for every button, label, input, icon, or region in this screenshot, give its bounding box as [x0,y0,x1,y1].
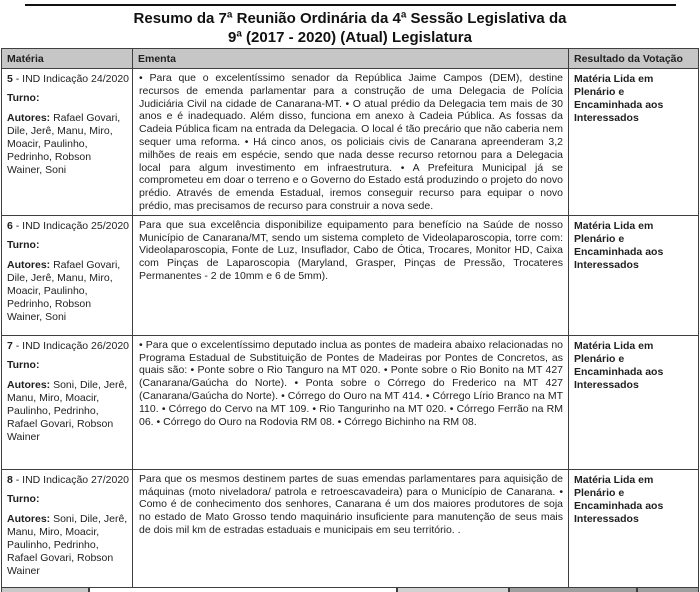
table-row [2,215,699,335]
resultado-text: Matéria Lida em Plenário e Encaminhada aos Interessados [574,219,664,271]
column-header-materia: Matéria [2,49,133,69]
session-summary-table [1,48,699,592]
page-title-line2: 9ª (2017 - 2020) (Atual) Legislatura [228,29,472,46]
next-table-cutoff [0,586,700,592]
page-title-line1: Resumo da 7ª Reunião Ordinária da 4ª Sessão Legislativa da [133,10,567,27]
resultado-text: Matéria Lida em Plenário e Encaminhada aos Interessados [574,473,664,525]
turno-label: Turno: [7,238,40,251]
materia-id: 5 - IND Indicação 24/2020 [7,73,129,85]
ementa-text: Para que os mesmos destinem partes de suas emendas parlamentares para aquisição de máquinas (moto niveladora/ patrola e retroescavadeira) para o Município de Canarana. • Como é de conhecimento dos senhores, Canarana é um dos maiores produtores de soja no estado de Mato Grosso tendo maquinário insuficiente para manutenção de seus mais de dois mil km de estradas estaduais e municipais em seu território. . [139,472,563,536]
table-body [2,69,699,592]
ementa-cell [133,335,569,469]
resultado-text: Matéria Lida em Plenário e Encaminhada aos Interessados [574,73,664,124]
resultado-text: Matéria Lida em Plenário e Encaminhada aos Interessados [574,339,664,391]
turno-label: Turno: [7,358,40,371]
resultado-cell [569,469,699,592]
page-title [0,0,700,47]
autores-text: Autores: Rafael Govari, Dile, Jerê, Manu, Miro, Moacir, Paulinho, Pedrinho, Robson Wainer, Soni [7,112,121,176]
autores-label: Autores: [7,378,51,391]
turno-label: Turno: [7,492,40,505]
materia-id: 8 - IND Indicação 27/2020 [7,473,129,486]
materia-cell [2,69,133,216]
title-divider [25,4,676,6]
table-row [2,469,699,592]
next-table-cell-edge [397,587,509,592]
resultado-cell [569,69,699,216]
materia-id: 6 - IND Indicação 25/2020 [7,219,129,232]
next-table-cell-edge [509,587,637,592]
materia-cell [2,215,133,335]
ementa-cell [133,215,569,335]
ementa-text: • Para que o excelentíssimo senador da República Jaime Campos (DEM), destine recursos de emenda parlamentar para a construção de uma Delegacia de Polícia Judiciária Civil na cidade de Canarana-MT. • O atual prédio da Delegacia tem mais de 30 anos e é inadequado. Além disso, funciona em anexo à Cadeia Pública. As fossas da Cadeia Pública ficam na entrada da Delegacia. O local é tão precário que não caberia nem sequer uma reforma. • Há cinco anos, os policiais civis de Canarana apreenderam 3,2 milhões de reais em espécie, sendo que nada desse recurso retornou para a Delegacia local para algum investimento em infraestrutura. • A Prefeitura Municipal já se comprometeu em doar o terreno e o Governo do Estado está produzindo o projeto do novo prédio. Através de emenda Estadual, iremos conseguir recurso para equipar o novo prédio, mas precisamos de recurso para construir a nova sede. [139,72,563,212]
table-header-row [2,49,699,69]
table-row [2,69,699,216]
autores-label: Autores: [7,258,51,271]
resultado-cell [569,335,699,469]
ementa-text: • Para que o excelentíssimo deputado inclua as pontes de madeira abaixo relacionadas no Programa Estadual de Substituição de Pontes de Madeiras por Pontes de Concretos, as quais são: • Ponte sobre o Rio Tanguro na MT 020. • Ponte sobre o Rio Bonito na MT 427 (Canarana/Gaúcha do Norte). • Ponta sobre o Córrego do Frederico na MT 427 (Canarana/Gaúcha do Norte). • Córrego do Ouro na MT 414. • Córrego Lírio Branco na MT 110. • Córrego do Cervo na MT 109. • Rio Tangurinho na MT 020. • Córrego Ferrão na RM 06. • Córrego do Ouro na Rodovia RM 08. • Córrego Bichinho na RM 08. [139,338,563,428]
ementa-cell [133,469,569,592]
next-table-cell-edge [1,587,89,592]
next-table-cell-edge [637,587,699,592]
autores-text: Autores: Rafael Govari, Dile, Jerê, Manu, Miro, Moacir, Paulinho, Pedrinho, Robson Wainer, Soni [7,258,121,323]
materia-cell [2,335,133,469]
materia-cell [2,469,133,592]
ementa-cell [133,69,569,216]
table-row [2,335,699,469]
turno-label: Turno: [7,92,40,104]
autores-text: Autores: Soni, Dile, Jerê, Manu, Miro, Moacir, Paulinho, Pedrinho, Rafael Govari, Robson Wainer [7,378,128,443]
autores-label: Autores: [7,512,51,525]
autores-text: Autores: Soni, Dile, Jerê, Manu, Miro, Moacir, Paulinho, Pedrinho, Rafael Govari, Robson Wainer [7,512,128,577]
column-header-ementa: Ementa [133,49,569,69]
resultado-cell [569,215,699,335]
column-header-resultado: Resultado da Votação [569,49,699,69]
autores-label: Autores: [7,112,51,124]
materia-id: 7 - IND Indicação 26/2020 [7,339,129,352]
ementa-text: Para que sua excelência disponibilize equipamento para benefício na Saúde de nosso Município de Canarana/MT, sendo um sistema completo de Videolaparoscopia, torre com: Videolaparoscopia, Fonte de Luz, Insuflador, Cabo de Ótica, Trocares, Monitor HD, Caixa com Pinças de Laparoscopia (Maryland, Grasper, Pinças de Pressão, Trocateres Permanentes - 2 de 10mm e 6 de 5mm). [139,218,563,282]
next-table-cell-edge [89,587,397,592]
